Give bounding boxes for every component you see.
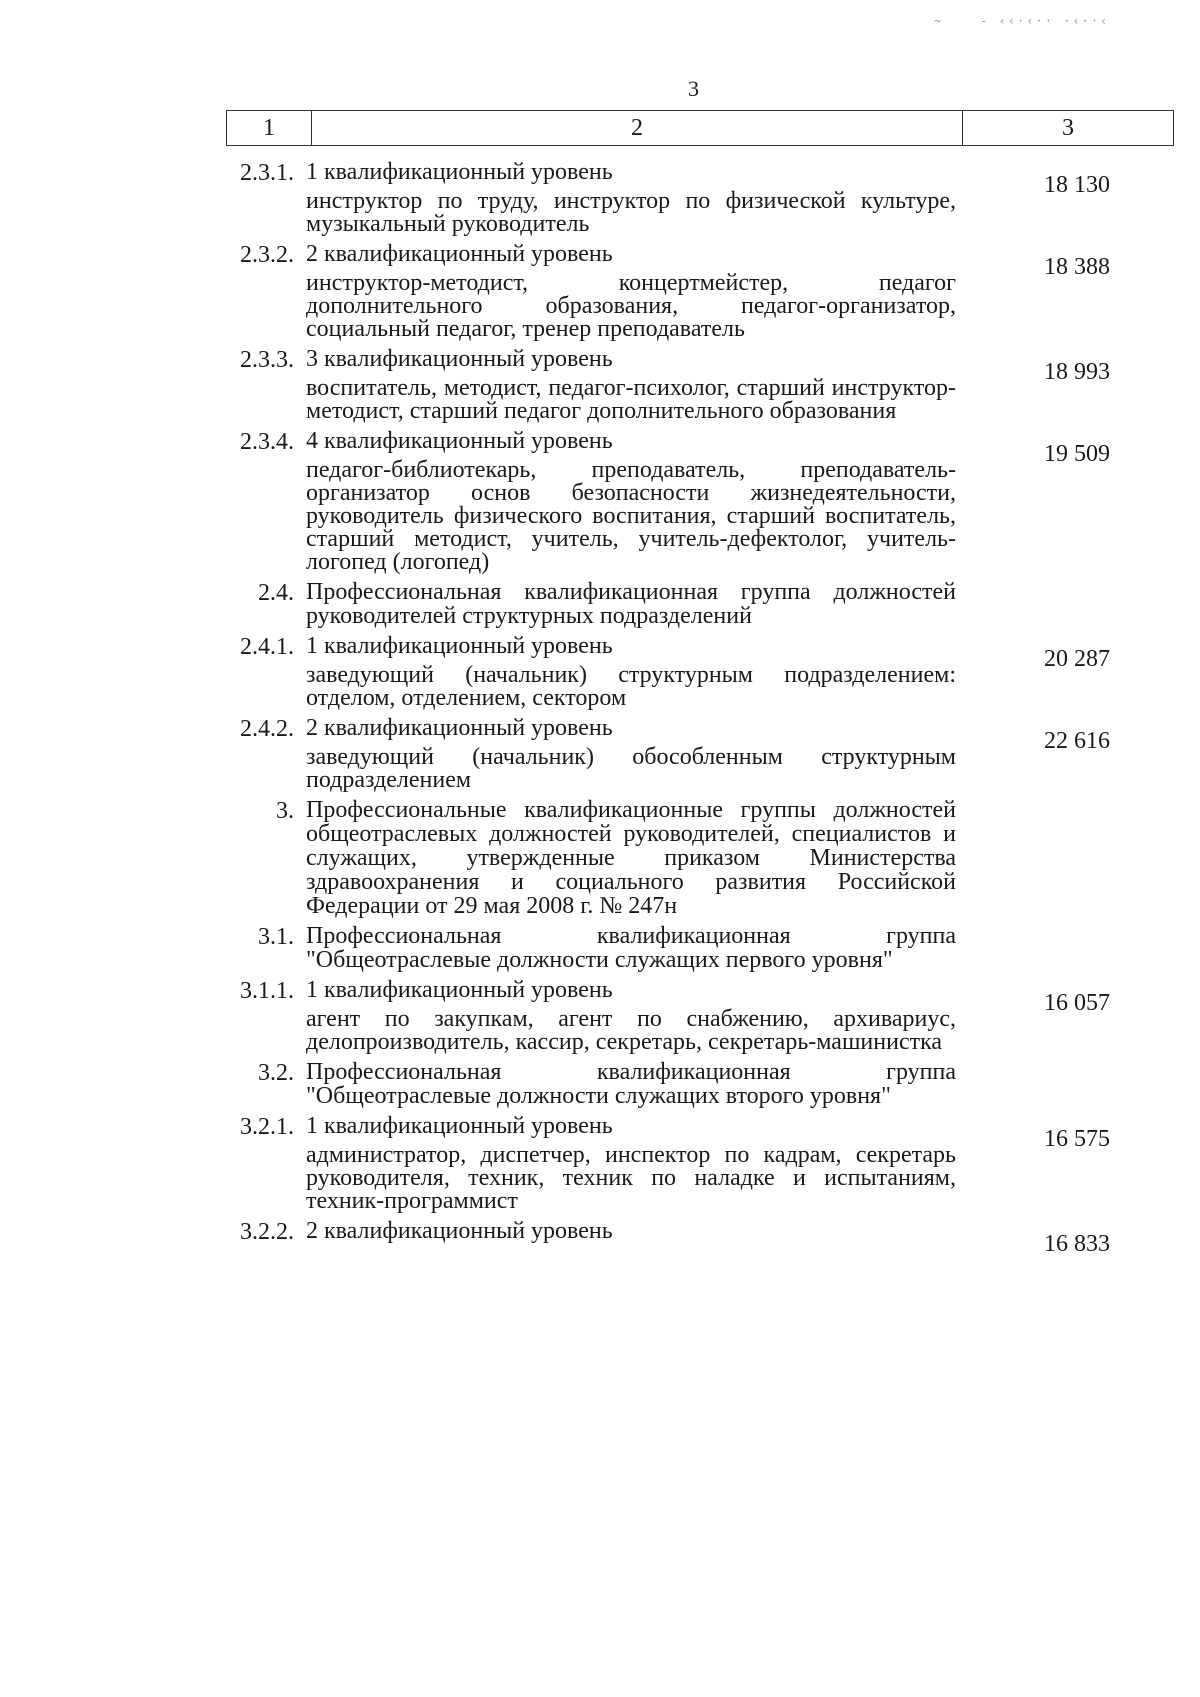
scan-artifact: ~ - ‹‹·‹·· ·‹··‹ xyxy=(934,14,1110,28)
row-number: 3.2. xyxy=(258,1060,294,1086)
row-salary: 16 575 xyxy=(1044,1126,1110,1152)
group-title: Профессиональная квалификационная группа "Общеотраслевые должности служащих первого уровня" xyxy=(306,923,956,973)
table-row xyxy=(210,634,1130,710)
table-row xyxy=(210,1218,1130,1257)
row-salary: 18 993 xyxy=(1044,359,1110,385)
row-positions: заведующий (начальник) обособленным структурным подразделением xyxy=(306,744,956,793)
table-row xyxy=(210,160,1130,236)
table-row xyxy=(210,978,1130,1054)
header-col-1: 1 xyxy=(227,111,312,146)
row-positions: администратор, диспетчер, инспектор по кадрам, секретарь руководителя, техник, техник по наладке и испытаниям, техник-программист xyxy=(306,1142,956,1214)
row-number: 3.2.1. xyxy=(240,1114,294,1140)
table-row xyxy=(210,716,1130,792)
salary-table-body xyxy=(210,159,1130,1257)
row-salary: 18 388 xyxy=(1044,254,1110,280)
row-number: 3.1.1. xyxy=(240,978,294,1004)
row-title: 1 квалификационный уровень xyxy=(306,159,613,185)
column-header-table xyxy=(226,110,1174,146)
row-number: 3. xyxy=(276,798,294,824)
group-title: Профессиональные квалификационные группы должностей общеотраслевых должностей руководителей, специалистов и служащих, утвержденные приказом Министерства здравоохранения и социального развития Российской Федерации от 29 мая 2008 г. № 247н xyxy=(306,797,956,919)
group-title: Профессиональная квалификационная группа "Общеотраслевые должности служащих второго уровня" xyxy=(306,1059,956,1109)
row-number: 2.4. xyxy=(258,580,294,606)
row-number: 2.3.1. xyxy=(240,160,294,186)
row-number: 2.4.2. xyxy=(240,716,294,742)
row-salary: 16 057 xyxy=(1044,990,1110,1016)
table-group-row xyxy=(210,580,1130,628)
row-positions: воспитатель, методист, педагог-психолог, старший инструктор-методист, старший педагог дополнительного образования xyxy=(306,375,956,424)
row-title: 3 квалификационный уровень xyxy=(306,346,613,372)
row-number: 2.3.4. xyxy=(240,429,294,455)
table-group-row xyxy=(210,798,1130,918)
row-number: 2.4.1. xyxy=(240,634,294,660)
header-col-2: 2 xyxy=(312,111,963,146)
table-row xyxy=(210,347,1130,423)
row-salary: 19 509 xyxy=(1044,441,1110,467)
table-row xyxy=(210,1114,1130,1213)
page-number: 3 xyxy=(688,76,699,101)
group-title: Профессиональная квалификационная группа должностей руководителей структурных подразделений xyxy=(306,579,956,629)
row-number: 3.2.2. xyxy=(240,1219,294,1245)
row-number: 2.3.3. xyxy=(240,347,294,373)
row-title: 1 квалификационный уровень xyxy=(306,633,613,659)
row-salary: 22 616 xyxy=(1044,728,1110,754)
row-salary: 20 287 xyxy=(1044,646,1110,672)
row-title: 1 квалификационный уровень xyxy=(306,1113,613,1139)
header-col-3: 3 xyxy=(963,111,1174,146)
row-title: 4 квалификационный уровень xyxy=(306,428,613,454)
row-positions: педагог-библиотекарь, преподаватель, преподаватель-организатор основ безопасности жизнедеятельности, руководитель физического воспитания, старший воспитатель, старший методист, учитель, учитель-дефектолог, учитель-логопед (логопед) xyxy=(306,457,956,575)
row-positions: инструктор по труду, инструктор по физической культуре, музыкальный руководитель xyxy=(306,188,956,237)
table-group-row xyxy=(210,1060,1130,1108)
row-title: 1 квалификационный уровень xyxy=(306,977,613,1003)
row-title: 2 квалификационный уровень xyxy=(306,715,613,741)
row-positions: заведующий (начальник) структурным подразделением: отделом, отделением, сектором xyxy=(306,662,956,711)
row-positions: инструктор-методист, концертмейстер, педагог дополнительного образования, педагог-организатор, социальный педагог, тренер преподаватель xyxy=(306,270,956,342)
row-number: 3.1. xyxy=(258,924,294,950)
row-positions: агент по закупкам, агент по снабжению, архивариус, делопроизводитель, кассир, секретарь, секретарь-машинистка xyxy=(306,1006,956,1055)
row-salary: 18 130 xyxy=(1044,172,1110,198)
row-title: 2 квалификационный уровень xyxy=(306,1218,613,1244)
table-group-row xyxy=(210,924,1130,972)
row-salary: 16 833 xyxy=(1044,1231,1110,1257)
row-title: 2 квалификационный уровень xyxy=(306,241,613,267)
table-row xyxy=(210,429,1130,574)
row-number: 2.3.2. xyxy=(240,242,294,268)
table-row xyxy=(210,242,1130,341)
